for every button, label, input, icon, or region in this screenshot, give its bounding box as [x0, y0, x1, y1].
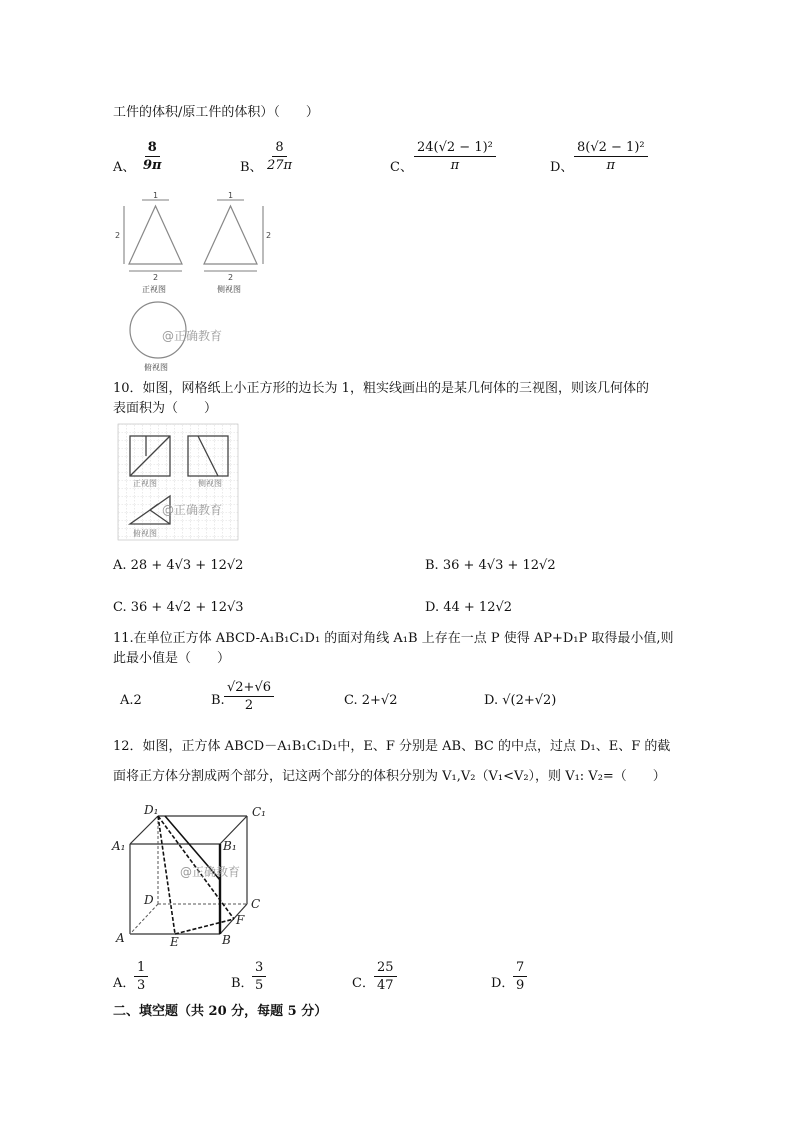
section2-title: 二、填空题（共 20 分，每题 5 分）	[113, 1004, 328, 1019]
q12-option-d-value: $\frac{7}{9}$	[513, 960, 527, 993]
q9-dim-base-side: 2	[228, 273, 234, 282]
q9-option-a-value: $\frac{8}{9\pi}$	[143, 140, 162, 173]
q10-stem-line2: 表面积为（ ）	[113, 401, 218, 416]
q12-label-a1: A₁	[112, 839, 126, 853]
q12-option-b-value: $\frac{3}{5}$	[252, 960, 266, 993]
q12-option-c-value: $\frac{25}{47}$	[374, 960, 397, 993]
q10-front-view-label: 正视图	[133, 479, 157, 488]
q9-dim-top-side: 1	[228, 191, 234, 200]
q10-option-a: A. 28 + 4√3 + 12√2	[113, 558, 244, 573]
q11-option-b-label: B.	[211, 693, 225, 708]
q10-option-d: D. 44 + 12√2	[425, 600, 513, 615]
q9-dim-top-front: 1	[153, 191, 159, 200]
q10-three-view-figure	[118, 424, 240, 542]
q12-label-f: F	[236, 913, 245, 927]
q12-label-a: A	[116, 931, 125, 945]
q9-side-view-label: 侧视图	[217, 285, 241, 294]
q9-option-d-value: $\frac{\text{8(√2 − 1)²}}{\pi}$	[574, 140, 648, 173]
q9-option-b-label: B、	[240, 160, 263, 175]
q9-option-a-label: A、	[113, 160, 136, 175]
q11-stem-line1: 11.在单位正方体 ABCD-A₁B₁C₁D₁ 的面对角线 A₁B 上存在一点 P 使得 AP+D₁P 取得最小值,则	[113, 631, 674, 646]
q12-option-a-label: A．	[113, 976, 136, 991]
q12-label-c1: C₁	[252, 805, 266, 819]
q9-front-view-label: 正视图	[142, 285, 166, 294]
q9-top-view-label: 俯视图	[144, 363, 168, 372]
q9-option-c-value: $\frac{\text{24(√2 − 1)²}}{\pi}$	[414, 140, 496, 173]
q11-option-a: A.2	[120, 693, 142, 708]
q9-side-view-triangle	[204, 206, 257, 264]
q10-side-view-label: 侧视图	[198, 479, 222, 488]
q11-stem-line2: 此最小值是（ ）	[113, 651, 231, 666]
q10-option-b: B. 36 + 4√3 + 12√2	[425, 558, 556, 573]
q11-option-d: D. √(2+√2)	[484, 693, 557, 708]
q9-dim-base-front: 2	[153, 273, 159, 282]
q12-stem-line2: 面将正方体分割成两个部分，记这两个部分的体积分别为 V₁,V₂（V₁<V₂），则 V₁: V₂=（ ）	[113, 769, 666, 784]
q12-option-b-label: B．	[231, 976, 254, 991]
q12-option-d-label: D．	[491, 976, 515, 991]
q12-section-ef	[175, 919, 234, 934]
q9-watermark: @正确教育	[162, 329, 223, 343]
q12-label-d1: D₁	[144, 803, 159, 817]
q9-front-view-triangle	[129, 206, 182, 264]
q12-label-b1: B₁	[223, 839, 237, 853]
q9-dim-height-side: 2	[266, 231, 272, 240]
q12-option-c-label: C．	[352, 976, 375, 991]
q12-option-a-value: $\frac{1}{3}$	[134, 960, 148, 993]
q12-cube-figure	[110, 800, 280, 950]
q9-option-d-label: D、	[550, 160, 574, 175]
q12-watermark: @正确教育	[180, 865, 241, 879]
q10-top-view-label: 俯视图	[133, 529, 157, 538]
q9-three-view-figure	[112, 188, 282, 373]
q12-section-d1e	[158, 816, 175, 934]
q12-label-c: C	[251, 897, 261, 911]
q11-option-c: C. 2+√2	[344, 693, 398, 708]
q9-stem-tail: 工件的体积/原工件的体积）（ ）	[113, 105, 319, 120]
q12-label-d: D	[144, 893, 154, 907]
q10-watermark: @正确教育	[162, 503, 223, 517]
q9-option-b-value: $\frac{8}{27\pi}$	[267, 140, 293, 173]
q10-stem-line1: 10．如图，网格纸上小正方形的边长为 1，粗实线画出的是某几何体的三视图，则该几何体的	[113, 381, 649, 396]
q12-label-b: B	[222, 933, 231, 947]
q9-option-c-label: C、	[390, 160, 413, 175]
q12-stem-line1: 12．如图，正方体 ABCD－A₁B₁C₁D₁中，E、F 分别是 AB、BC 的中点，过点 D₁、E、F 的截	[113, 739, 671, 754]
q12-label-e: E	[170, 935, 179, 949]
q10-option-c: C. 36 + 4√2 + 12√3	[113, 600, 244, 615]
q11-option-b-value: $\frac{√2+√6}{2}$	[224, 680, 274, 713]
q9-dim-height-front: 2	[115, 231, 121, 240]
